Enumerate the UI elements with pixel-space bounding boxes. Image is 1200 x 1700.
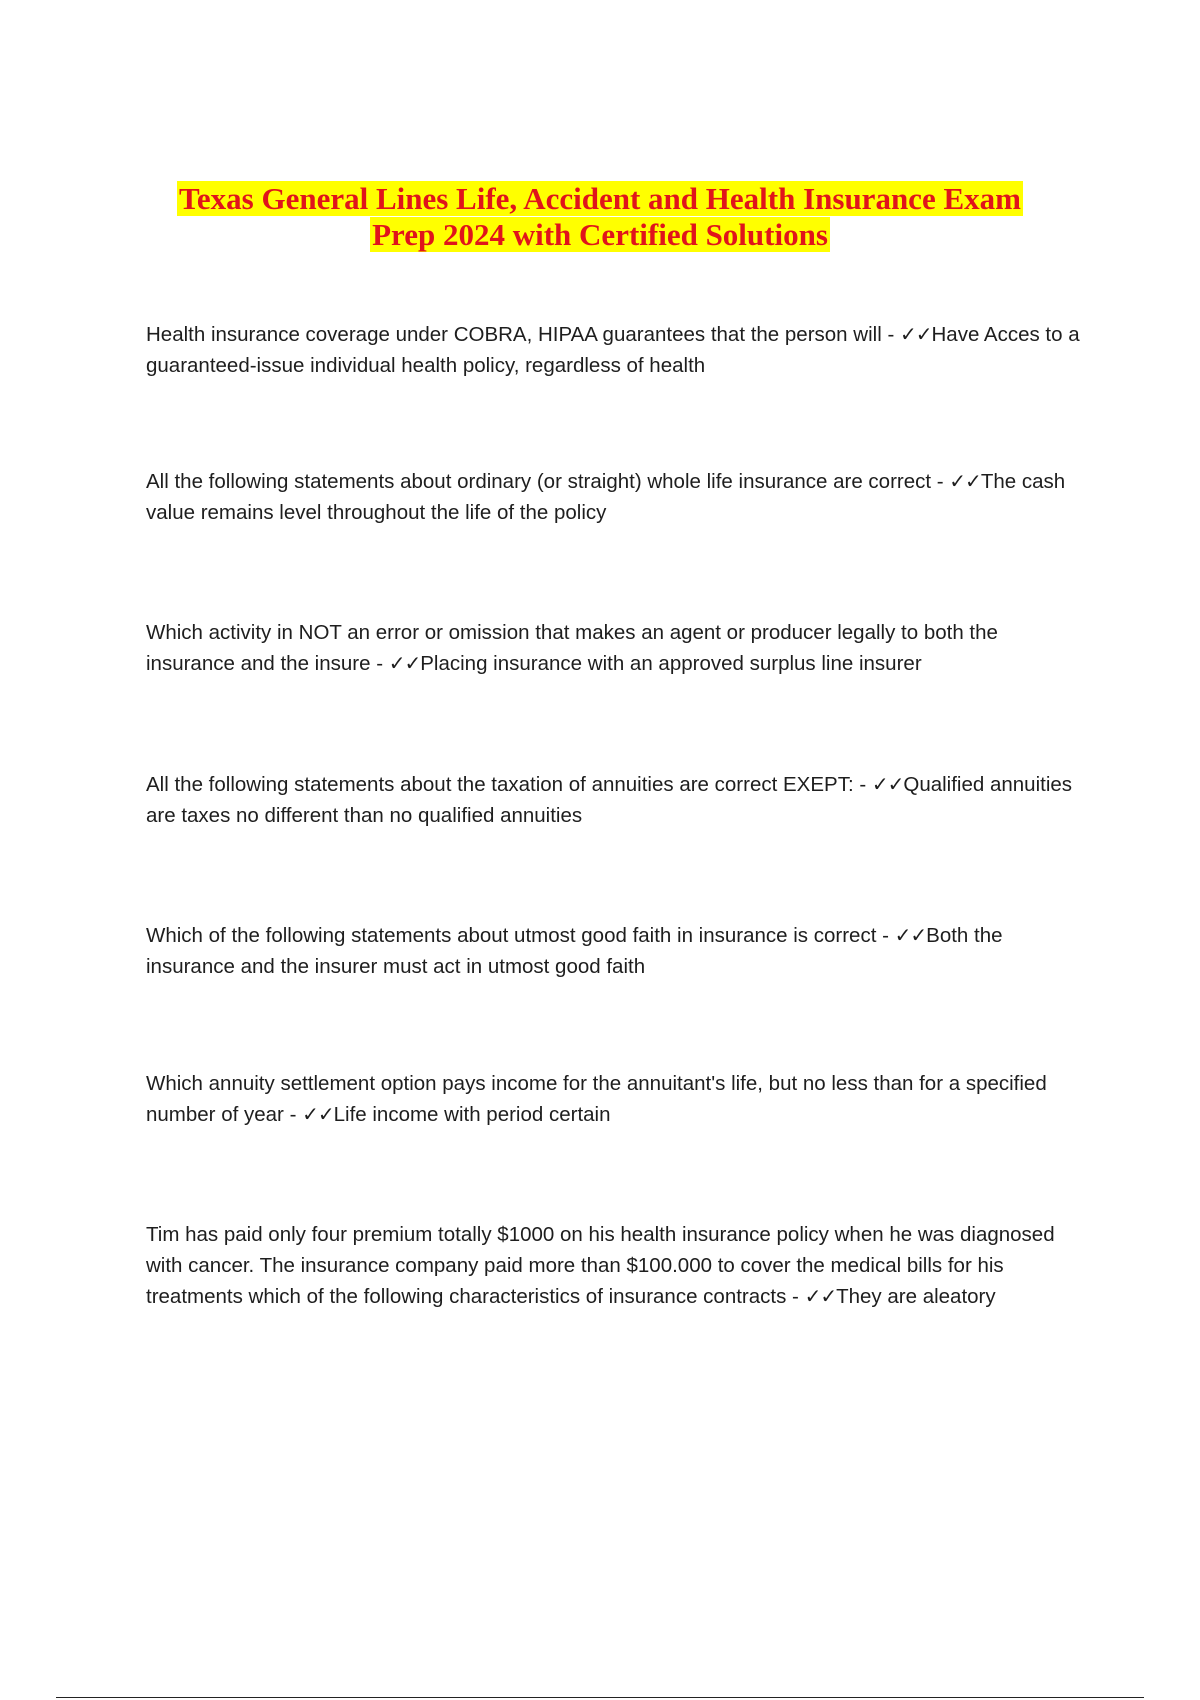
qa-item	[146, 1219, 1086, 1312]
qa-item	[146, 617, 1086, 679]
answer-text: Qualified annuities are taxes no different than no qualified annuities	[146, 773, 1073, 827]
separator: -	[876, 924, 895, 947]
document-title	[120, 181, 1080, 253]
separator: -	[283, 1103, 303, 1126]
separator: -	[853, 773, 872, 796]
question-text: All the following statements about the taxation of annuities are correct EXEPT:	[146, 773, 854, 796]
answer-text: Both the insurance and the insurer must act in utmost good faith	[146, 924, 1003, 978]
answer-text: Placing insurance with an approved surplus line insurer	[420, 652, 922, 675]
qa-item	[146, 319, 1086, 381]
question-text: Tim has paid only four premium totally $1000 on his health insurance policy when he was diagnosed with cancer. The insurance company paid more than $100.000 to cover the medical bills for his treatments which of the following characteristics of insurance contracts	[146, 1223, 1055, 1308]
double-check-icon: ✓✓	[894, 923, 927, 947]
qa-item	[146, 466, 1086, 528]
title-line-2: Prep 2024 with Certified Solutions	[372, 217, 828, 252]
qa-item	[146, 1068, 1086, 1130]
answer-text: Have Acces to a guaranteed-issue individual health policy, regardless of health	[146, 323, 1080, 377]
title-line-1: Texas General Lines Life, Accident and Health Insurance Exam	[179, 181, 1021, 216]
question-text: All the following statements about ordinary (or straight) whole life insurance are correct	[146, 470, 932, 493]
answer-text: Life income with period certain	[333, 1103, 611, 1126]
double-check-icon: ✓✓	[302, 1102, 334, 1126]
separator: -	[786, 1285, 805, 1308]
separator: -	[881, 323, 900, 346]
separator: -	[370, 652, 389, 675]
footer-divider	[56, 1697, 1144, 1698]
separator: -	[931, 470, 950, 493]
question-text: Which activity in NOT an error or omission that makes an agent or producer legally to both the insurance and the insure	[146, 621, 998, 675]
answer-text: They are aleatory	[836, 1285, 996, 1308]
double-check-icon: ✓✓	[871, 772, 904, 796]
question-text: Which annuity settlement option pays income for the annuitant's life, but no less than for a specified number of year	[146, 1072, 1047, 1126]
double-check-icon: ✓✓	[388, 651, 421, 675]
double-check-icon: ✓✓	[949, 469, 981, 493]
question-text: Which of the following statements about utmost good faith in insurance is correct	[146, 924, 877, 947]
double-check-icon: ✓✓	[804, 1284, 837, 1308]
qa-item	[146, 920, 1086, 982]
answer-text: The cash value remains level throughout the life of the policy	[146, 470, 1066, 524]
qa-item	[146, 769, 1086, 831]
double-check-icon: ✓✓	[899, 322, 932, 346]
question-text: Health insurance coverage under COBRA, HIPAA guarantees that the person will	[146, 323, 882, 346]
